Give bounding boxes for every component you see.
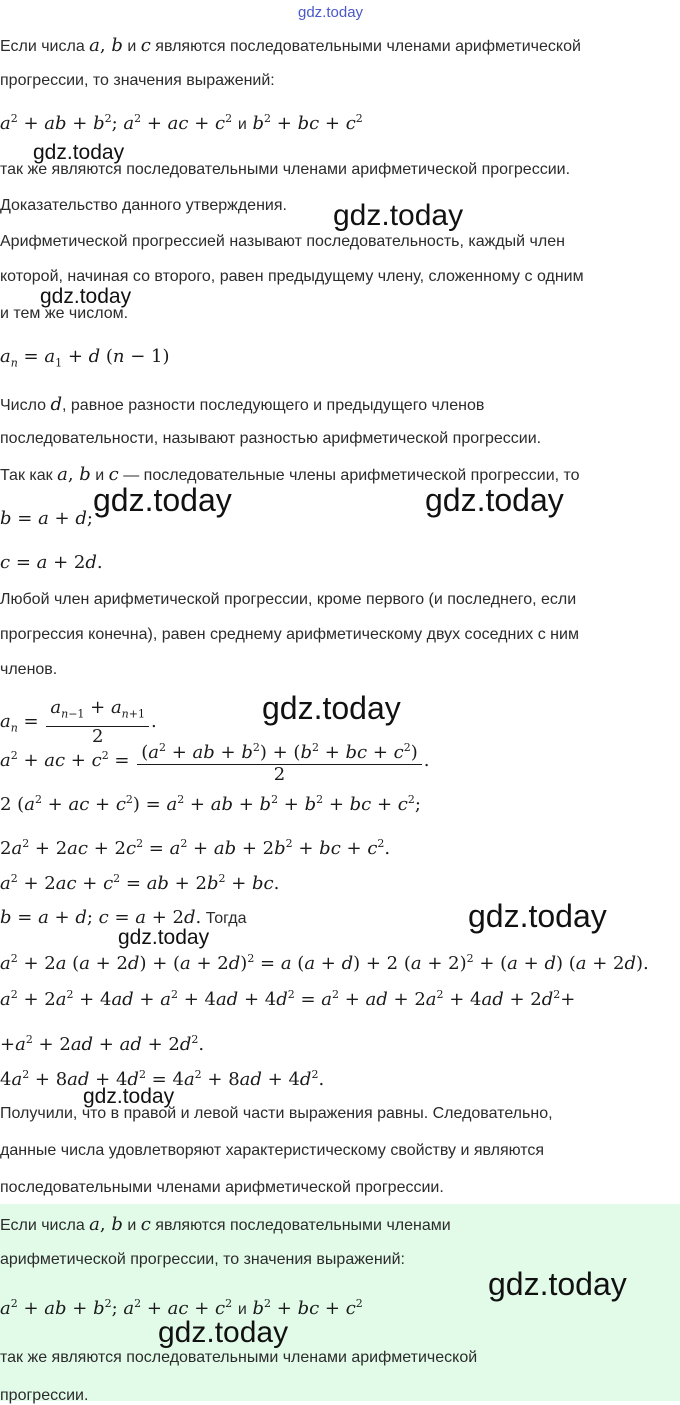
formula-mean-applied: $a^2$ + ac + $c^2$ = $\frac{(a^2 + ab + b^2) + (b^2 + bc + c^2)}{2}$ . (0, 737, 430, 785)
definition-line-1: Арифметической прогрессией называют последовательность, каждый член (0, 233, 565, 250)
formula-general-term: $a_n = a_1 + d$ (n − 1) (0, 346, 170, 370)
proof-heading: Доказательство данного утверждения. (0, 197, 287, 214)
equation-6: $4a^2 + 8ad + 4d^2 = 4a^2 + 8ad + 4d^2$. (0, 1068, 325, 1090)
watermark: gdz.today (93, 482, 232, 518)
answer-expressions: $a^2$ + ab + $b^2$; $a^2$ + ac + $c^2$ и $b^2$ + bc + $c^2$ (0, 1297, 363, 1319)
answer-line-2: арифметической прогрессии, то значения выражений: (0, 1251, 405, 1268)
intro-line-1: Если числа a, b и c являются последовательными членами арифметической (0, 35, 581, 56)
watermark: gdz.today (333, 199, 464, 232)
conclusion-line-2: данные числа удовлетворяют характеристическому свойству и являются (0, 1142, 545, 1159)
watermark: gdz.today (488, 1266, 627, 1302)
equation-5: $a^2 + 2a^2 + 4ad + a^2 + 4ad + 4d^2 = a^2$ + ad + $2a^2 + 4ad + 2d^2+$ (0, 988, 576, 1010)
watermark-top: gdz.today (298, 4, 364, 21)
watermark: gdz.today (40, 285, 132, 308)
since-line: Так как a, b и c — последовательные члены арифметической прогрессии, то (0, 464, 580, 485)
expressions-line: $a^2$ + ab + $b^2$; $a^2$ + ac + $c^2$ и $b^2$ + bc + $c^2$ (0, 112, 363, 134)
conclusion-line-3: последовательными членами арифметической прогрессии. (0, 1179, 444, 1196)
watermark: gdz.today (158, 1316, 289, 1349)
watermark: gdz.today (262, 690, 401, 726)
watermark: gdz.today (425, 482, 564, 518)
equation-4: $a^2 + 2a$ $(a + 2d) + (a + 2d)^2 = a$ (a + d) + 2 $(a + 2)^2 + (a + d)$ (a + 2d). (0, 952, 649, 974)
equation-2: $2a^2 + 2ac + 2c^2 = a^2$ + ab + $2b^2$ + bc + $c^2$. (0, 837, 391, 859)
property-line-3: членов. (0, 661, 58, 678)
answer-line-5: прогрессии. (0, 1387, 89, 1404)
formula-c: c = a + 2d. (0, 552, 103, 573)
answer-line-4: так же являются последовательными членами арифметической (0, 1349, 478, 1366)
equation-3: $a^2 + 2ac + c^2$ = ab + $2b^2$ + bc. (0, 872, 280, 894)
intro-line-2: прогрессии, то значения выражений: (0, 72, 275, 89)
watermark: gdz.today (33, 141, 125, 164)
definition-line-3: и тем же числом. (0, 305, 129, 322)
equation-1: 2 ($a^2$ + ac + $c^2) = a^2$ + ab + $b^2 + b^2$ + bc + $c^2$; (0, 793, 421, 815)
property-line-2: прогрессия конечна), равен среднему арифметическому двух соседних с ним (0, 626, 579, 643)
watermark: gdz.today (468, 898, 607, 934)
difference-line-2: последовательности, называют разностью арифметической прогрессии. (0, 430, 542, 447)
formula-mean: $a_n$ = $\frac{a_{n-1} + a_{n+1}}{2}$ . (0, 697, 157, 747)
watermark: gdz.today (118, 926, 210, 949)
formula-b: b = a + d; (0, 508, 93, 529)
equation-5-cont: $+a^2 + 2ad$ + ad + $2d^2$. (0, 1033, 205, 1055)
difference-line-1: Число d, равное разности последующего и предыдущего членов (0, 394, 485, 415)
conclusion-line-1: Получили, что в правой и левой части выражения равны. Следовательно, (0, 1105, 553, 1122)
property-line-1: Любой член арифметической прогрессии, кроме первого (и последнего, если (0, 591, 577, 608)
definition-line-2: которой, начиная со второго, равен предыдущему члену, сложенному с одним (0, 268, 584, 285)
substitution-line: b = a + d; c = a + 2d. Тогда (0, 907, 247, 928)
watermark: gdz.today (83, 1085, 175, 1108)
answer-line-1: Если числа a, b и c являются последовательными членами (0, 1214, 451, 1235)
also-line: так же являются последовательными членами арифметической прогрессии. (0, 161, 571, 178)
